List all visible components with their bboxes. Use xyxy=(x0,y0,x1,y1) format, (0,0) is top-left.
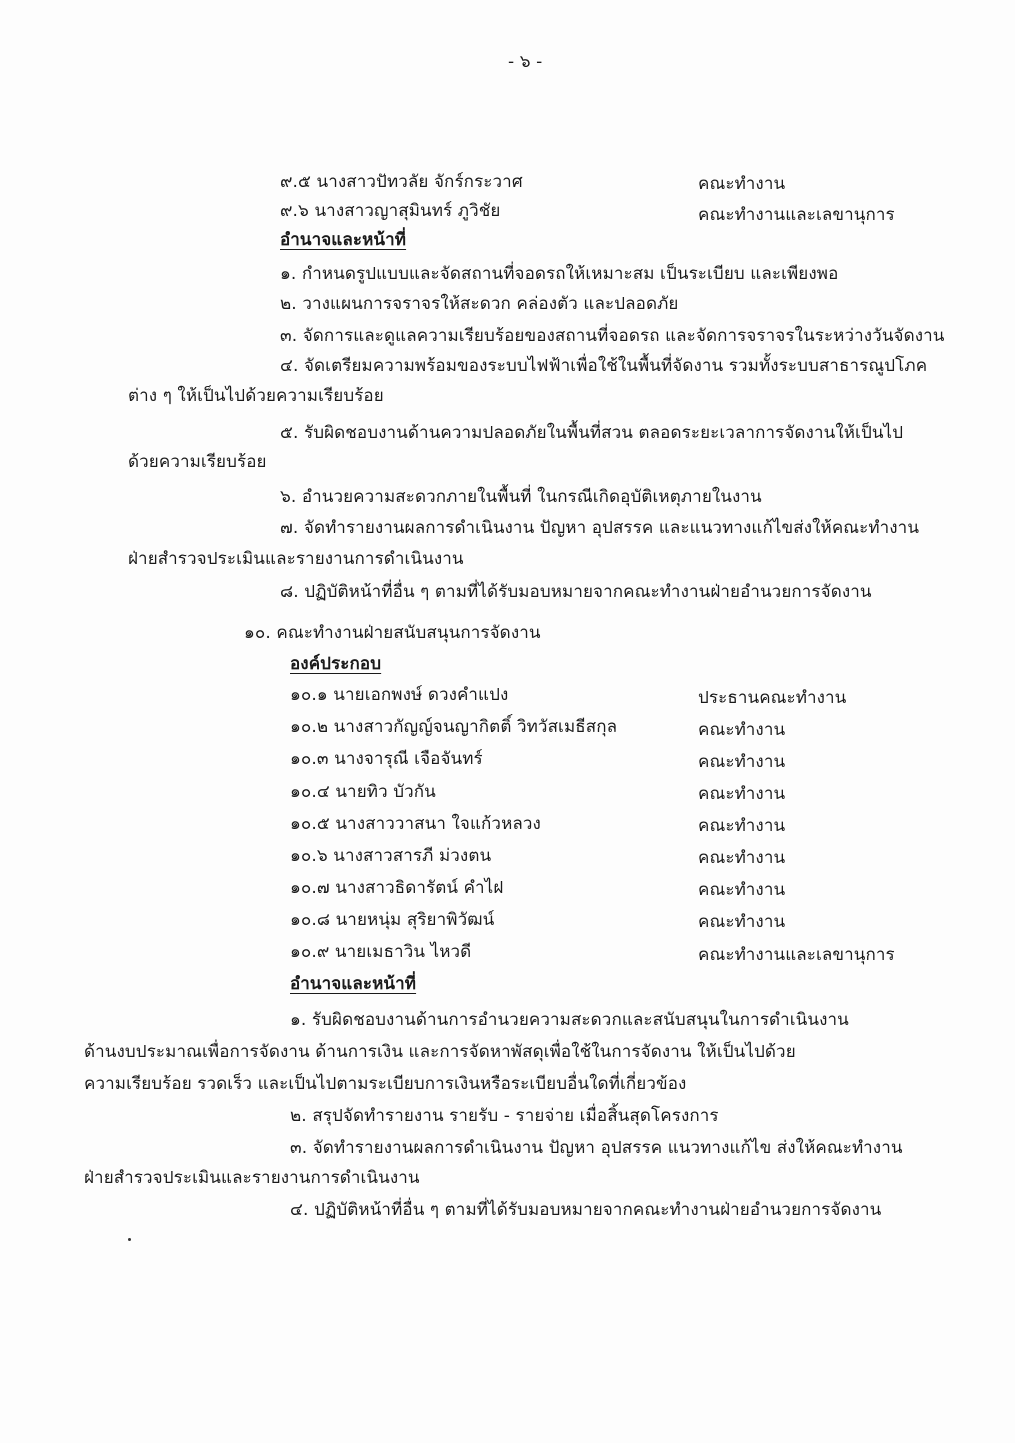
duty-line-continuation: ฝ่ายสำรวจประเมินและรายงานการดำเนินงาน xyxy=(84,1168,420,1188)
member-name: ๑๐.๒ นางสาวกัญญ์จนญากิตติ์ วิทวัสเมธีสกุล xyxy=(290,717,618,737)
duty-line: ๖. อำนวยความสะดวกภายในพื้นที่ ในกรณีเกิดอุบัติเหตุภายในงาน xyxy=(280,487,762,507)
duty-line: ๔. จัดเตรียมความพร้อมของระบบไฟฟ้าเพื่อใช้ในพื้นที่จัดงาน รวมทั้งระบบสาธารณูปโภค xyxy=(280,356,928,376)
member-role: ประธานคณะทำงาน xyxy=(698,688,847,708)
member-role: คณะทำงาน xyxy=(698,816,786,836)
member-role: คณะทำงาน xyxy=(698,720,786,740)
duty-line-continuation: ด้วยความเรียบร้อย xyxy=(128,452,267,472)
section-title: ๑๐. คณะทำงานฝ่ายสนับสนุนการจัดงาน xyxy=(244,623,541,643)
member-role: คณะทำงาน xyxy=(698,174,786,194)
duty-line: ๒. สรุปจัดทำรายงาน รายรับ - รายจ่าย เมื่อสิ้นสุดโครงการ xyxy=(290,1106,719,1126)
duty-line-continuation: ต่าง ๆ ให้เป็นไปด้วยความเรียบร้อย xyxy=(128,386,384,406)
duties-heading: อำนาจและหน้าที่ xyxy=(290,974,417,994)
duty-line: ๓. จัดการและดูแลความเรียบร้อยของสถานที่จอดรถ และจัดการจราจรในระหว่างวันจัดงาน xyxy=(280,326,945,346)
scan-speck xyxy=(128,1238,131,1241)
duty-line: ๑. กำหนดรูปแบบและจัดสถานที่จอดรถให้เหมาะสม เป็นระเบียบ และเพียงพอ xyxy=(280,264,839,284)
duty-line: ๓. จัดทำรายงานผลการดำเนินงาน ปัญหา อุปสรรค แนวทางแก้ไข ส่งให้คณะทำงาน xyxy=(290,1138,903,1158)
member-name: ๑๐.๗ นางสาวธิดารัตน์ คำไฝ xyxy=(290,878,504,898)
duty-line-continuation: ฝ่ายสำรวจประเมินและรายงานการดำเนินงาน xyxy=(128,549,464,569)
member-name: ๑๐.๙ นายเมธาวิน ไหวดี xyxy=(290,942,472,962)
member-name: ๑๐.๔ นายทิว บัวกัน xyxy=(290,782,436,802)
member-name: ๑๐.๖ นางสาวสารภี ม่วงตน xyxy=(290,846,492,866)
duty-line: ๕. รับผิดชอบงานด้านความปลอดภัยในพื้นที่สวน ตลอดระยะเวลาการจัดงานให้เป็นไป xyxy=(280,423,904,443)
member-role: คณะทำงาน xyxy=(698,912,786,932)
duty-line: ๒. วางแผนการจราจรให้สะดวก คล่องตัว และปลอดภัย xyxy=(280,294,679,314)
member-role: คณะทำงานและเลขานุการ xyxy=(698,205,895,225)
member-role: คณะทำงาน xyxy=(698,848,786,868)
member-name: ๙.๕ นางสาวปัทวลัย จักร์กระวาศ xyxy=(280,172,523,192)
member-role: คณะทำงานและเลขานุการ xyxy=(698,945,895,965)
duty-line: ๗. จัดทำรายงานผลการดำเนินงาน ปัญหา อุปสรรค และแนวทางแก้ไขส่งให้คณะทำงาน xyxy=(280,518,920,538)
member-role: คณะทำงาน xyxy=(698,880,786,900)
member-name: ๑๐.๑ นายเอกพงษ์ ดวงคำแปง xyxy=(290,685,509,705)
duty-line: ๔. ปฏิบัติหน้าที่อื่น ๆ ตามที่ได้รับมอบหมายจากคณะทำงานฝ่ายอำนวยการจัดงาน xyxy=(290,1200,882,1220)
member-name: ๑๐.๓ นางจารุณี เจือจันทร์ xyxy=(290,749,483,769)
duty-line: ๘. ปฏิบัติหน้าที่อื่น ๆ ตามที่ได้รับมอบหมายจากคณะทำงานฝ่ายอำนวยการจัดงาน xyxy=(280,582,872,602)
member-name: ๑๐.๘ นายหนุ่ม สุริยาพิวัฒน์ xyxy=(290,910,495,930)
page-number: - ๖ - xyxy=(508,52,543,72)
member-role: คณะทำงาน xyxy=(698,784,786,804)
duty-line: ๑. รับผิดชอบงานด้านการอำนวยความสะดวกและสนับสนุนในการดำเนินงาน xyxy=(290,1010,849,1030)
member-role: คณะทำงาน xyxy=(698,752,786,772)
member-name: ๙.๖ นางสาวญาสุมินทร์ ภูวิชัย xyxy=(280,201,501,221)
duty-line-continuation: ด้านงบประมาณเพื่อการจัดงาน ด้านการเงิน และการจัดหาพัสดุเพื่อใช้ในการจัดงาน ให้เป็นไปด้วย xyxy=(84,1042,796,1062)
member-name: ๑๐.๕ นางสาววาสนา ใจแก้วหลวง xyxy=(290,814,541,834)
composition-heading: องค์ประกอบ xyxy=(290,654,382,674)
duty-line-continuation: ความเรียบร้อย รวดเร็ว และเป็นไปตามระเบียบการเงินหรือระเบียบอื่นใดที่เกี่ยวข้อง xyxy=(84,1074,687,1094)
duties-heading: อำนาจและหน้าที่ xyxy=(280,230,407,250)
